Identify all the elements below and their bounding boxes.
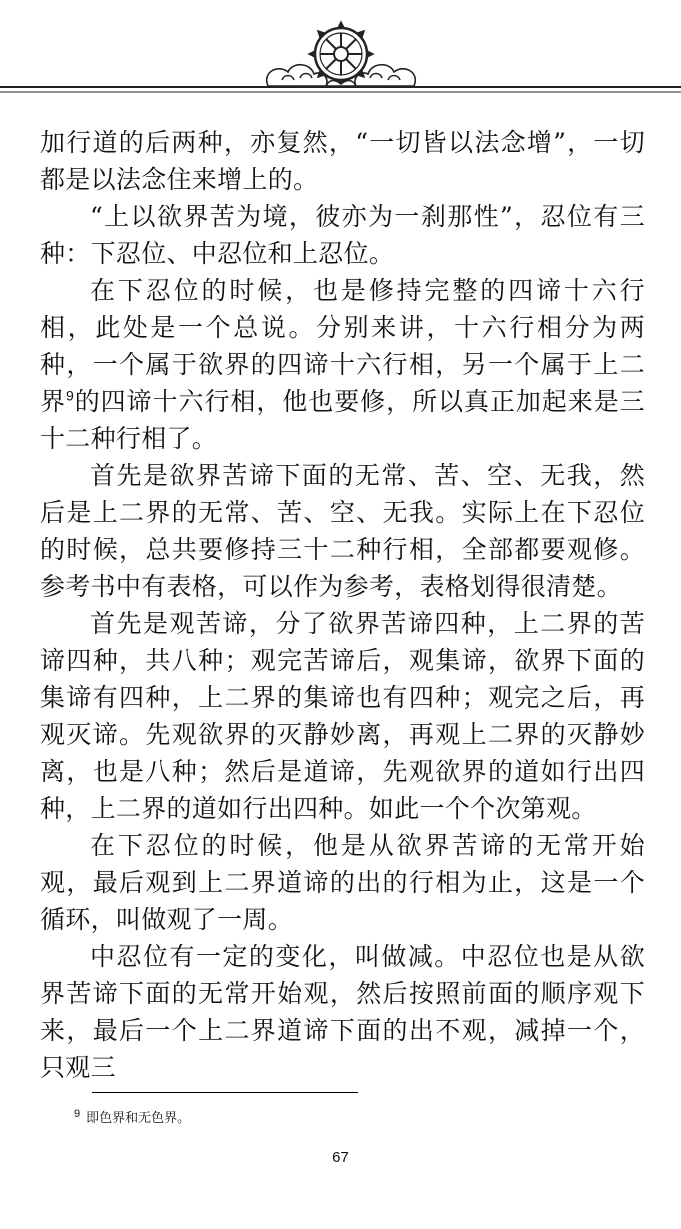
paragraph: 在下忍位的时候，他是从欲界苦谛的无常开始观，最后观到上二界道谛的出的行相为止，这是一个循环，叫做观了一周。 [40, 831, 645, 934]
paragraph: 中忍位有一定的变化，叫做减。中忍位也是从欲界苦谛下面的无常开始观，然后按照前面的顺序观下来，最后一个上二界道谛下面的出不观，减掉一个，只观三 [40, 942, 645, 1082]
paragraph-text: 在下忍位的时候，也是修持完整的四谛十六行相，此处是一个总说。分别来讲，十六行相分为两种，一个属于欲界的四谛十六行相，另一个属于上二界 [40, 276, 645, 416]
footnote-text: 即色界和无色界。 [86, 1111, 191, 1126]
paragraph: 首先是欲界苦谛下面的无常、苦、空、无我，然后是上二界的无常、苦、空、无我。实际上在下忍位的时候，总共要修持三十二种行相，全部都要观修。参考书中有表格，可以作为参考，表格划得很清楚。 [40, 461, 645, 601]
footnote-number: 9 [74, 1107, 81, 1120]
paragraph: 加行道的后两种，亦复然，“一切皆以法念增”，一切都是以法念住来增上的。 [40, 128, 645, 194]
footnote [74, 1107, 191, 1128]
dharma-wheel-icon [309, 22, 373, 86]
paragraph: 首先是观苦谛，分了欲界苦谛四种，上二界的苦谛四种，共八种；观完苦谛后，观集谛，欲界下面的集谛有四种，上二界的集谛也有四种；观完之后，再观灭谛。先观欲界的灭静妙离，再观上二界的灭静妙离，也是八种；然后是道谛，先观欲界的道如行出四种，上二界的道如行出四种。如此一个个次第观。 [40, 609, 645, 823]
paragraph: “上以欲界苦为境，彼亦为一刹那性”，忍位有三种：下忍位、中忍位和上忍位。 [40, 202, 645, 268]
footnote-divider [92, 1092, 358, 1093]
footnote-reference: 9 [65, 387, 75, 404]
page-number: 67 [332, 1149, 349, 1166]
dharma-wheel-header-ornament [0, 0, 681, 110]
paragraph [40, 272, 645, 457]
main-text [40, 124, 645, 1086]
paragraph-text: 的四谛十六行相，他也要修，所以真正加起来是三十二种行相了。 [40, 387, 645, 453]
